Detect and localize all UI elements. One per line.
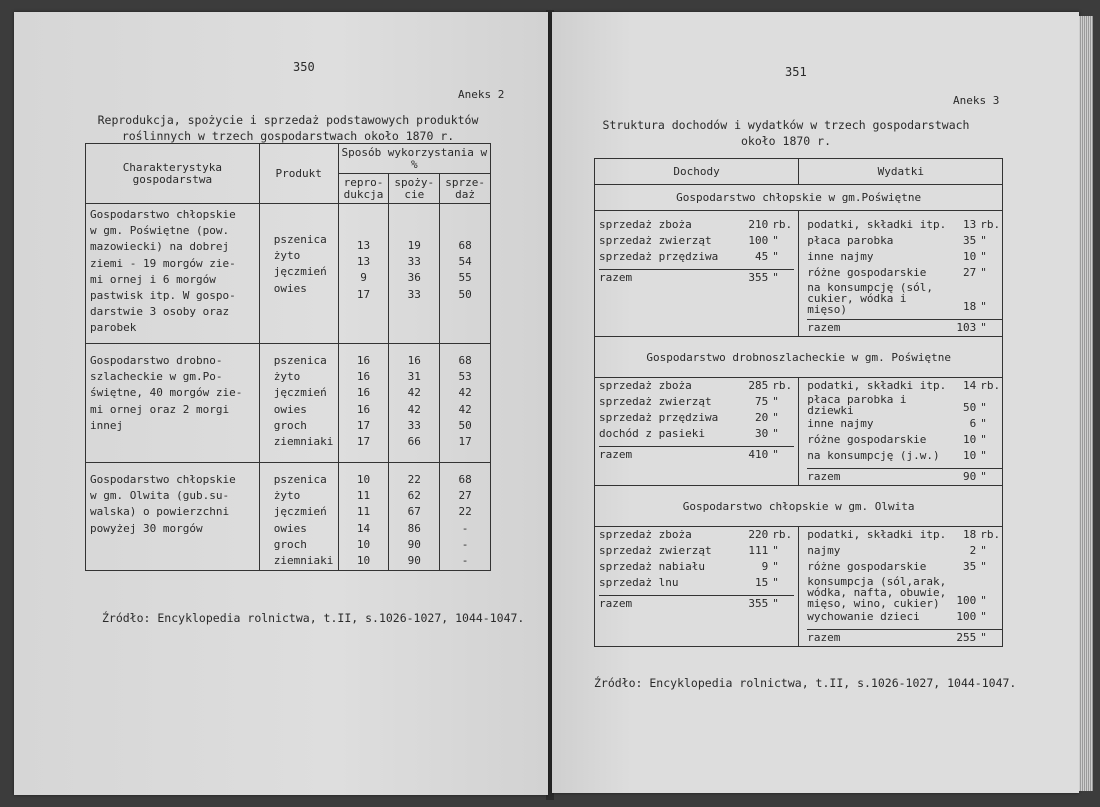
expense-row: różne gospodarskie 10 " [807, 433, 987, 446]
left-title-line-1: Reprodukcja, spożycie i sprzedaż podstawowych produktów [97, 113, 479, 127]
consumption-values [389, 204, 440, 344]
expense-row: wychowanie dzieci 100 " [807, 610, 987, 623]
expenses-cell [799, 211, 1003, 337]
desc-line: pastwisk itp. W gospo- [90, 288, 236, 302]
farm-description [86, 204, 260, 344]
value: 16 [356, 402, 371, 416]
product-name: żyto [273, 370, 301, 384]
product-name: owies [273, 402, 307, 416]
reproduction-table [85, 143, 491, 571]
income-total: razem 355 " [599, 595, 794, 612]
value: 10 [356, 473, 371, 486]
income-row: sprzedaż zwierząt 100 " [599, 234, 779, 247]
product-name: pszenica [273, 233, 327, 246]
value: 68 [458, 239, 472, 252]
expense-row: różne gospodarskie 35 " [807, 560, 987, 573]
value: 33 [407, 418, 421, 432]
product-name: groch [273, 418, 307, 432]
value: 10 [356, 537, 371, 551]
product-name: żyto [273, 489, 301, 503]
value: 42 [458, 402, 472, 416]
table-row [86, 463, 491, 571]
value: 55 [458, 271, 472, 285]
right-annex-label: Aneks 3 [953, 94, 1000, 107]
right-source-note: Źródło: Encyklopedia rolnictwa, t.II, s.1026-1027, 1044-1047. [594, 676, 1017, 690]
value: 9 [360, 271, 367, 285]
expense-total: razem 103 " [807, 319, 1002, 336]
reproduction-values [338, 204, 389, 344]
products-cell [259, 463, 338, 571]
value: 16 [356, 370, 371, 384]
value: 11 [356, 489, 371, 503]
product-name: owies [273, 281, 307, 295]
products-cell [259, 344, 338, 463]
income-row: sprzedaż przędziwa 20 " [599, 411, 779, 424]
header-reproduction: repro-dukcja [338, 174, 389, 204]
header-usage: Sposób wykorzystania w % [338, 144, 490, 174]
income-cell [595, 211, 799, 337]
value: 16 [356, 354, 371, 367]
reproduction-values [338, 344, 389, 463]
expense-total: razem 90 " [807, 468, 1002, 485]
value: 31 [407, 370, 421, 384]
product-name: pszenica [273, 354, 327, 367]
sale-values [440, 463, 491, 571]
product-name: groch [273, 537, 307, 551]
product-name: ziemniaki [273, 553, 334, 567]
right-title-line-2: około 1870 r. [740, 134, 831, 148]
value: 86 [407, 521, 421, 535]
value: 53 [458, 370, 472, 384]
desc-line: mazowiecki) na dobrej [90, 240, 230, 254]
value: 50 [458, 418, 472, 432]
value: 54 [458, 255, 472, 269]
section-title: Gospodarstwo chłopskie w gm.Poświętne [595, 185, 1003, 211]
expense-row: na konsumpcję (sól, cukier, wódka i mięso) 18 " [807, 281, 987, 316]
left-table-title [85, 112, 491, 144]
desc-line: ziemi - 19 morgów zie- [90, 256, 236, 270]
desc-line: walska) o powierzchni [90, 505, 230, 519]
expense-row: podatki, składki itp. 14 rb. [807, 379, 1001, 392]
income-cell [595, 527, 799, 647]
desc-line: innej [90, 418, 124, 432]
table-row [86, 344, 491, 463]
right-table-title [586, 117, 986, 149]
desc-line: powyżej 30 morgów [90, 521, 203, 535]
value: - [461, 537, 469, 551]
income-cell [595, 378, 799, 486]
product-name: jęczmień [273, 505, 327, 519]
expense-row: płaca parobka i dziewki 50 " [807, 393, 987, 417]
value: 14 [356, 521, 371, 535]
income-row: sprzedaż zboża 210 rb. [599, 218, 793, 231]
value: 16 [407, 354, 421, 367]
left-source-note: Źródło: Encyklopedia rolnictwa, t.II, s.1026-1027, 1044-1047. [102, 611, 525, 625]
value: 17 [458, 434, 472, 448]
farm-description [86, 463, 260, 571]
product-name: jęczmień [273, 265, 327, 279]
desc-line: w gm. Olwita (gub.su- [90, 489, 230, 503]
expense-row: podatki, składki itp. 18 rb. [807, 528, 1001, 541]
income-row: sprzedaż zwierząt 111 " [599, 544, 779, 557]
value: 16 [356, 386, 371, 400]
value: 66 [407, 434, 421, 448]
right-title-line-1: Struktura dochodów i wydatków w trzech gospodarstwach [602, 118, 970, 132]
page-edges [1079, 16, 1093, 791]
expense-row: najmy 2 " [807, 544, 987, 557]
value: - [461, 521, 469, 535]
value: 90 [407, 537, 421, 551]
income-row: sprzedaż zboża 285 rb. [599, 379, 793, 392]
value: 27 [458, 489, 472, 503]
left-title-line-2: roślinnych w trzech gospodarstwach około 1870 r. [121, 129, 455, 143]
consumption-values [389, 344, 440, 463]
section-title: Gospodarstwo drobnoszlacheckie w gm. Poświętne [595, 337, 1003, 378]
value: 11 [356, 505, 371, 519]
expenses-cell [799, 378, 1003, 486]
income-total: razem 410 " [599, 446, 794, 463]
reproduction-values [338, 463, 389, 571]
product-name: żyto [273, 249, 301, 263]
consumption-values [389, 463, 440, 571]
products-cell [259, 204, 338, 344]
product-name: owies [273, 521, 307, 535]
value: 22 [458, 505, 472, 519]
value: 17 [356, 418, 371, 432]
expense-row: różne gospodarskie 27 " [807, 266, 987, 279]
desc-line: szlacheckie w gm.Po- [90, 370, 223, 384]
header-income: Dochody [595, 159, 799, 185]
farm-description [86, 344, 260, 463]
desc-line: Gospodarstwo chłopskie [90, 208, 236, 221]
desc-line: Gospodarstwo drobno- [90, 354, 223, 367]
product-name: ziemniaki [273, 434, 334, 448]
desc-line: świętne, 40 morgów zie- [90, 386, 243, 400]
desc-line: darstwie 3 osoby oraz [90, 305, 230, 319]
income-row: sprzedaż lnu 15 " [599, 576, 779, 589]
desc-line: Gospodarstwo chłopskie [90, 473, 236, 486]
table-row [86, 204, 491, 344]
value: 42 [407, 386, 421, 400]
expense-row: podatki, składki itp. 13 rb. [807, 218, 1001, 231]
value: 42 [458, 386, 472, 400]
value: 62 [407, 489, 421, 503]
value: 50 [458, 287, 472, 301]
value: 22 [407, 473, 421, 486]
header-product: Produkt [259, 144, 338, 204]
desc-line: w gm. Poświętne (pow. [90, 224, 230, 238]
desc-line: mi ornej oraz 2 morgi [90, 402, 230, 416]
income-expense-table [594, 158, 1003, 647]
section-body [595, 378, 1003, 486]
value: 36 [407, 271, 421, 285]
value: 17 [356, 434, 371, 448]
expense-row: inne najmy 10 " [807, 250, 987, 263]
value: 19 [407, 239, 421, 252]
sale-values [440, 344, 491, 463]
value: 68 [458, 473, 472, 486]
value: 67 [407, 505, 421, 519]
income-row: sprzedaż zboża 220 rb. [599, 528, 793, 541]
expense-row: płaca parobka 35 " [807, 234, 987, 247]
section-title: Gospodarstwo chłopskie w gm. Olwita [595, 486, 1003, 527]
header-consumption: spoży-cie [389, 174, 440, 204]
section-body [595, 527, 1003, 647]
value: 13 [356, 255, 371, 269]
value: 33 [407, 287, 421, 301]
value: 10 [356, 553, 371, 567]
value: 68 [458, 354, 472, 367]
value: 13 [356, 239, 371, 252]
income-row: sprzedaż zwierząt 75 " [599, 395, 779, 408]
sale-values [440, 204, 491, 344]
expenses-cell [799, 527, 1003, 647]
income-row: dochód z pasieki 30 " [599, 427, 779, 440]
value: 42 [407, 402, 421, 416]
income-row: sprzedaż nabiału 9 " [599, 560, 779, 573]
expense-row: na konsumpcję (j.w.) 10 " [807, 449, 987, 462]
desc-line: mi ornej i 6 morgów [90, 272, 216, 286]
header-characteristics: Charakterystyka gospodarstwa [86, 144, 260, 204]
expense-row: inne najmy 6 " [807, 417, 987, 430]
right-page-number: 351 [785, 65, 807, 79]
left-page-number: 350 [293, 60, 315, 74]
header-expenses: Wydatki [799, 159, 1003, 185]
expense-total: razem 255 " [807, 629, 1002, 646]
value: 90 [407, 553, 421, 567]
value: 33 [407, 255, 421, 269]
left-annex-label: Aneks 2 [458, 88, 505, 101]
income-total: razem 355 " [599, 269, 794, 286]
income-row: sprzedaż przędziwa 45 " [599, 250, 779, 263]
product-name: jęczmień [273, 386, 327, 400]
value: - [461, 553, 469, 567]
product-name: pszenica [273, 473, 327, 486]
header-sale: sprze-daż [440, 174, 491, 204]
desc-line: parobek [90, 321, 137, 335]
expense-row: konsumpcja (sól,arak, wódka, nafta, obuwie, mięso, wino, cukier) 100 " [807, 575, 987, 610]
section-body [595, 211, 1003, 337]
value: 17 [356, 287, 371, 301]
